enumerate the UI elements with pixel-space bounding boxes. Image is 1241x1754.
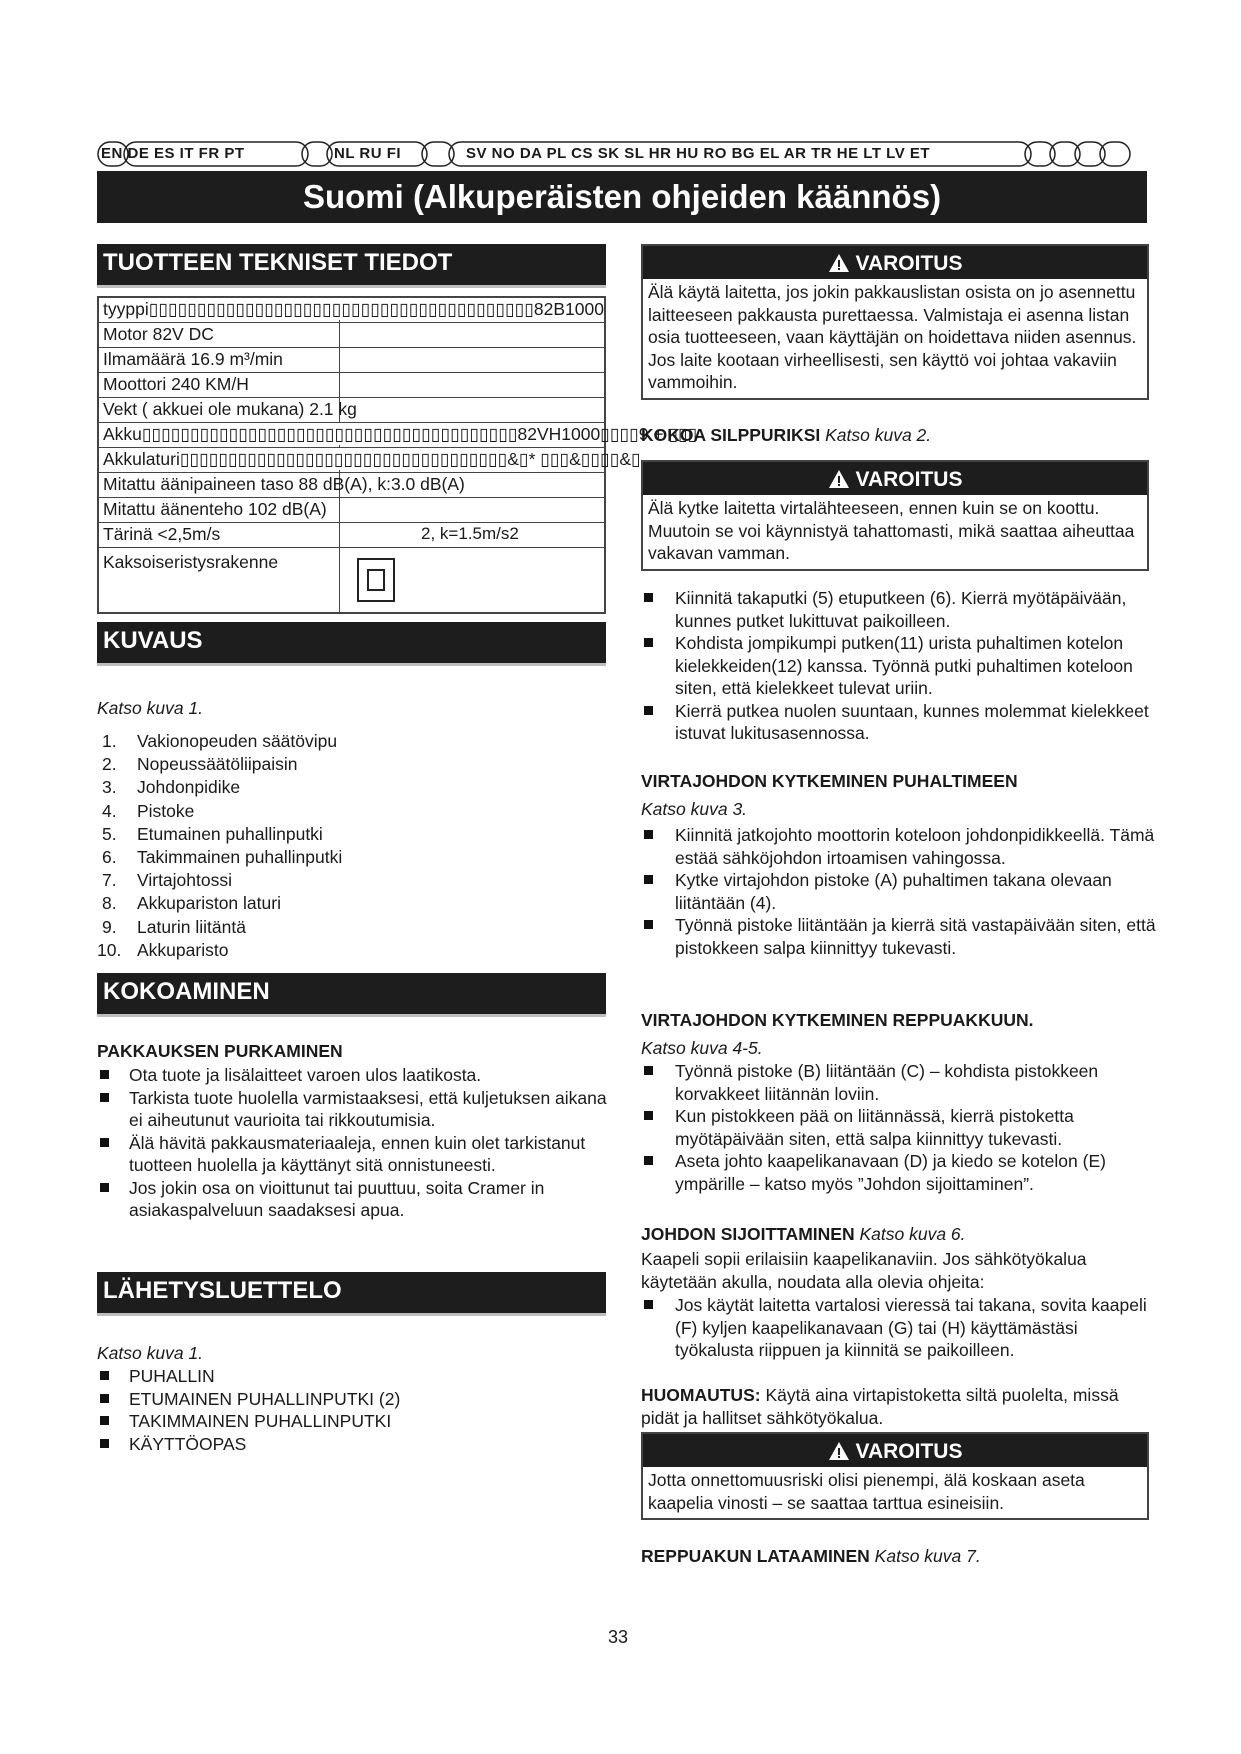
page-number: 33 xyxy=(608,1627,629,1647)
warning-text: Älä käytä laitetta, jos jokin pakkauslistan osista on jo asennettu laitteeseen pakkausta purettaessa. Valmistaja ei asenna listan osia tuotteeseen, vaan käyttäjän on hoidettava niiden asennus. Jos laite kootaan virheellisesti, sen käyttö voi johtaa vakaviin vammoihin. xyxy=(648,282,1137,392)
bullet xyxy=(100,1093,109,1102)
list-item xyxy=(641,1060,1156,1105)
warning-box-3 xyxy=(641,1432,1149,1520)
list-item xyxy=(641,1294,1156,1362)
spec-row-double-insulation: Kaksoiseristysrakenne xyxy=(103,552,279,572)
bullet xyxy=(644,875,653,884)
lang-group-3[interactable]: SV NO DA PL CS SK SL HR HU RO BG EL AR TR HE LT LV ET xyxy=(466,145,931,162)
item-text: KÄYTTÖOPAS xyxy=(129,1433,247,1454)
spec-divider xyxy=(99,547,604,548)
bullet xyxy=(100,1371,109,1380)
warning-triangle-icon xyxy=(828,253,850,273)
cord-placement-note xyxy=(641,1384,1161,1429)
item-text: Kohdista jompikumpi putken(11) urista puhaltimen kotelon kielekkeiden(12) kanssa. Työnnä putki puhaltimen koteloon siten, että kielekkeet tulevat uriin. xyxy=(675,633,1133,698)
item-text: Kiinnitä jatkojohto moottorin koteloon johdonpidikkeellä. Tämä estää sähköjohdon irtoamisen vahingossa. xyxy=(675,825,1155,868)
unpacking-heading: PAKKAUKSEN PURKAMINEN xyxy=(97,1041,343,1061)
cord-backpack-steps xyxy=(641,1060,1156,1195)
cord-blower-steps xyxy=(641,824,1156,959)
item-text: Jos käytät laitetta vartalosi vieressä tai takana, sovita kaapeli (F) kyljen kaapelikanavaan (G) tai (H) käyttämästäsi työkalusta riippuen ja kiinnitä se paikoilleen. xyxy=(675,1295,1147,1360)
item-number: 8. xyxy=(102,893,117,914)
list-item xyxy=(641,700,1161,745)
double-insulation-icon xyxy=(357,558,395,602)
charging-heading xyxy=(641,1545,981,1568)
list-item xyxy=(97,939,597,962)
item-text: Älä hävitä pakkausmateriaaleja, ennen kuin olet tarkistanut tuotteen huolella ja käyttänyt sitä onnistuneesti. xyxy=(129,1132,586,1175)
list-item xyxy=(97,1177,609,1222)
description-heading xyxy=(97,622,606,666)
list-item xyxy=(641,587,1161,632)
assembly-heading xyxy=(97,973,606,1017)
item-text: Akkupariston laturi xyxy=(137,893,281,914)
list-item xyxy=(97,869,597,892)
list-item xyxy=(97,846,597,869)
bullet xyxy=(100,1394,109,1403)
packing-list-heading xyxy=(97,1272,606,1316)
bullet xyxy=(644,638,653,647)
warning-text: Älä kytke laitetta virtalähteeseen, ennen kuin se on koottu. Muutoin se voi käynnistyä tahattomasti, mikä saattaa aiheuttaa vakavan vamman. xyxy=(648,498,1135,563)
list-item xyxy=(641,824,1156,869)
warning-label: VAROITUS xyxy=(855,252,963,275)
cord-blower-heading: VIRTAJOHDON KYTKEMINEN PUHALTIMEEN xyxy=(641,771,1018,791)
bullet xyxy=(644,1066,653,1075)
item-text: Takimmainen puhallinputki xyxy=(137,847,343,868)
bullet xyxy=(100,1416,109,1425)
bullet xyxy=(100,1439,109,1448)
warning-text: Jotta onnettomuusriski olisi pienempi, älä koskaan aseta kaapelia vinosti – se saattaa tarttua esineisiin. xyxy=(648,1470,1085,1513)
warning-header xyxy=(643,246,1147,279)
bullet xyxy=(644,1300,653,1309)
item-text: Etumainen puhallinputki xyxy=(137,823,323,844)
list-item xyxy=(97,1410,597,1433)
list-item xyxy=(97,1388,597,1411)
item-text: Kun pistokkeen pää on liitännässä, kierrä pistoketta myötäpäivään siten, että salpa kiinnittyy tukevasti. xyxy=(675,1106,1074,1149)
assembly-heading-text: KOKOAMINEN xyxy=(103,978,270,1005)
cord-placement-heading-text: JOHDON SIJOITTAMINEN xyxy=(641,1224,855,1244)
list-item xyxy=(641,869,1156,914)
bullet xyxy=(644,593,653,602)
list-item xyxy=(97,1132,609,1177)
page-title: Suomi (Alkuperäisten ohjeiden käännös) xyxy=(97,171,1147,223)
item-text: Akkuparisto xyxy=(137,939,229,960)
bullet xyxy=(644,830,653,839)
shredder-ref: Katso kuva 2. xyxy=(825,425,932,445)
spec-row-sound-power: Mitattu äänenteho 102 dB(A) xyxy=(103,499,327,519)
spec-row-speed: Moottori 240 KM/H xyxy=(103,374,249,394)
spec-vibration-value: 2, k=1.5m/s2 xyxy=(421,524,519,543)
item-number: 10. xyxy=(97,939,122,960)
bullet xyxy=(644,706,653,715)
cord-placement-intro: Kaapeli sopii erilaisiin kaapelikanaviin. Jos sähkötyökalua käytetään akulla, noudata alla olevia ohjeita: xyxy=(641,1249,1087,1292)
item-text: Kytke virtajohdon pistoke (A) puhaltimen takana olevaan liitäntään (4). xyxy=(675,870,1112,913)
list-item xyxy=(97,1365,597,1388)
spec-row-airflow: Ilmamäärä 16.9 m³/min xyxy=(103,349,283,369)
spec-row-type: tyyppi▯▯▯▯▯▯▯▯▯▯▯▯▯▯▯▯▯▯▯▯▯▯▯▯▯▯▯▯▯▯▯▯▯▯▯▯▯▯▯▯82B1000 xyxy=(99,298,604,320)
item-text: Kierrä putkea nuolen suuntaan, kunnes molemmat kielekkeet istuvat lukitusasennossa. xyxy=(675,700,1149,743)
item-number: 5. xyxy=(102,823,117,844)
item-number: 2. xyxy=(102,754,117,775)
warning-header xyxy=(643,462,1147,495)
item-text: Jos jokin osa on vioittunut tai puuttuu, soita Cramer in asiakaspalveluun saadaksesi apua. xyxy=(129,1177,545,1220)
item-text: Ota tuote ja lisälaitteet varoen ulos laatikosta. xyxy=(129,1065,482,1085)
item-text: Johdonpidike xyxy=(137,777,241,798)
item-text: Aseta johto kaapelikanavaan (D) ja kiedo se kotelon (E) ympärille – katso myös ”Johdon sijoittaminen”. xyxy=(675,1151,1106,1194)
list-item xyxy=(97,753,597,776)
cord-blower-ref: Katso kuva 3. xyxy=(641,799,748,819)
bullet xyxy=(100,1138,109,1147)
item-text: PUHALLIN xyxy=(129,1366,215,1386)
item-number: 1. xyxy=(102,731,117,751)
list-item xyxy=(97,892,597,915)
shredder-heading-text: KOKOA SILPPURIKSI xyxy=(641,425,821,445)
specs-heading xyxy=(97,244,606,288)
bullet xyxy=(100,1183,109,1192)
packing-heading-text: LÄHETYSLUETTELO xyxy=(103,1277,342,1304)
bullet xyxy=(644,1111,653,1120)
list-item xyxy=(641,914,1156,959)
item-text: Laturin liitäntä xyxy=(137,916,246,937)
cord-placement-ref: Katso kuva 6. xyxy=(859,1224,966,1244)
note-text: Käytä aina virtapistoketta siltä puolelta, missä pidät ja hallitset sähkötyökalua. xyxy=(641,1385,1119,1428)
list-item xyxy=(97,730,597,753)
description-heading-text: KUVAUS xyxy=(103,627,203,654)
item-text: TAKIMMAINEN PUHALLINPUTKI xyxy=(129,1411,392,1431)
warning-box-1 xyxy=(641,244,1149,400)
specs-heading-text: TUOTTEEN TEKNISET TIEDOT xyxy=(103,249,453,276)
charging-heading-text: REPPUAKUN LATAAMINEN xyxy=(641,1546,870,1566)
list-item xyxy=(641,1105,1156,1150)
unpacking-list xyxy=(97,1064,609,1222)
item-text: ETUMAINEN PUHALLINPUTKI (2) xyxy=(129,1388,401,1409)
spec-row-sound-pressure: Mitattu äänipaineen taso 88 dB(A), k:3.0 dB(A) xyxy=(103,474,465,494)
item-text: Vakionopeuden säätövipu xyxy=(137,731,338,751)
warning-header xyxy=(643,1434,1147,1467)
bullet xyxy=(644,1156,653,1165)
item-number: 7. xyxy=(102,870,117,891)
packing-ref: Katso kuva 1. xyxy=(97,1343,204,1363)
spec-row-battery: Akku▯▯▯▯▯▯▯▯▯▯▯▯▯▯▯▯▯▯▯▯▯▯▯▯▯▯▯▯▯▯▯▯▯▯▯▯▯▯▯82VH1000▯▯▯▯9 + ▯▯▯ xyxy=(99,423,604,445)
note-label: HUOMAUTUS: xyxy=(641,1385,761,1405)
item-text: Työnnä pistoke liitäntään ja kierrä sitä vastapäivään siten, että pistokkeen salpa kiinnittyy tukevasti. xyxy=(675,915,1156,958)
bullet xyxy=(100,1070,109,1079)
specs-table xyxy=(97,296,698,614)
item-text: Nopeussäätöliipaisin xyxy=(137,754,298,775)
cord-backpack-heading: VIRTAJOHDON KYTKEMINEN REPPUAKKUUN. xyxy=(641,1010,1034,1030)
item-text: Virtajohtossi xyxy=(137,870,233,891)
list-item xyxy=(97,916,597,939)
parts-list xyxy=(97,730,597,962)
shredder-heading xyxy=(641,424,931,447)
spec-row-charger: Akkulaturi▯▯▯▯▯▯▯▯▯▯▯▯▯▯▯▯▯▯▯▯▯▯▯▯▯▯▯▯▯▯▯▯▯▯&▯* ▯▯▯&▯▯▯▯&▯ xyxy=(99,448,604,470)
list-item xyxy=(641,632,1161,700)
cord-placement-steps xyxy=(641,1294,1156,1362)
list-item xyxy=(97,800,597,823)
item-number: 9. xyxy=(102,916,117,937)
warning-triangle-icon xyxy=(828,469,850,489)
spec-row-vibration: Tärinä <2,5m/s xyxy=(103,524,221,544)
warning-box-2 xyxy=(641,460,1149,571)
shredder-steps xyxy=(641,587,1161,745)
item-number: 3. xyxy=(102,777,117,798)
spec-row-motor: Motor 82V DC xyxy=(103,324,214,344)
packing-list xyxy=(97,1365,597,1455)
list-item xyxy=(97,1064,609,1087)
spec-row-weight: Vekt ( akkuei ole mukana) 2.1 kg xyxy=(103,399,357,419)
item-number: 4. xyxy=(102,800,117,821)
lang-group-1[interactable]: EN DE ES IT FR PT xyxy=(101,145,245,162)
item-text: Tarkista tuote huolella varmistaaksesi, että kuljetuksen aikana ei aiheutunut vaurioita tai rikkoutumisia. xyxy=(129,1087,607,1130)
item-number: 6. xyxy=(102,847,117,868)
lang-group-2[interactable]: NL RU FI xyxy=(334,145,402,162)
warning-label: VAROITUS xyxy=(855,468,963,491)
description-ref: Katso kuva 1. xyxy=(97,698,204,718)
item-text: Kiinnitä takaputki (5) etuputkeen (6). Kierrä myötäpäivään, kunnes putket lukittuvat paikoilleen. xyxy=(675,588,1127,631)
item-text: Työnnä pistoke (B) liitäntään (C) – kohdista pistokkeen korvakkeet liitännän loviin. xyxy=(675,1061,1099,1104)
bullet xyxy=(644,920,653,929)
list-item xyxy=(97,776,597,799)
list-item xyxy=(641,1150,1156,1195)
language-bar xyxy=(97,140,1147,168)
charging-ref: Katso kuva 7. xyxy=(874,1546,981,1566)
cord-backpack-ref: Katso kuva 4-5. xyxy=(641,1038,763,1058)
warning-label: VAROITUS xyxy=(855,1440,963,1463)
cord-placement-heading xyxy=(641,1223,966,1246)
item-text: Pistoke xyxy=(137,800,195,821)
list-item xyxy=(97,1433,597,1456)
warning-triangle-icon xyxy=(828,1441,850,1461)
list-item xyxy=(97,1087,609,1132)
list-item xyxy=(97,823,597,846)
